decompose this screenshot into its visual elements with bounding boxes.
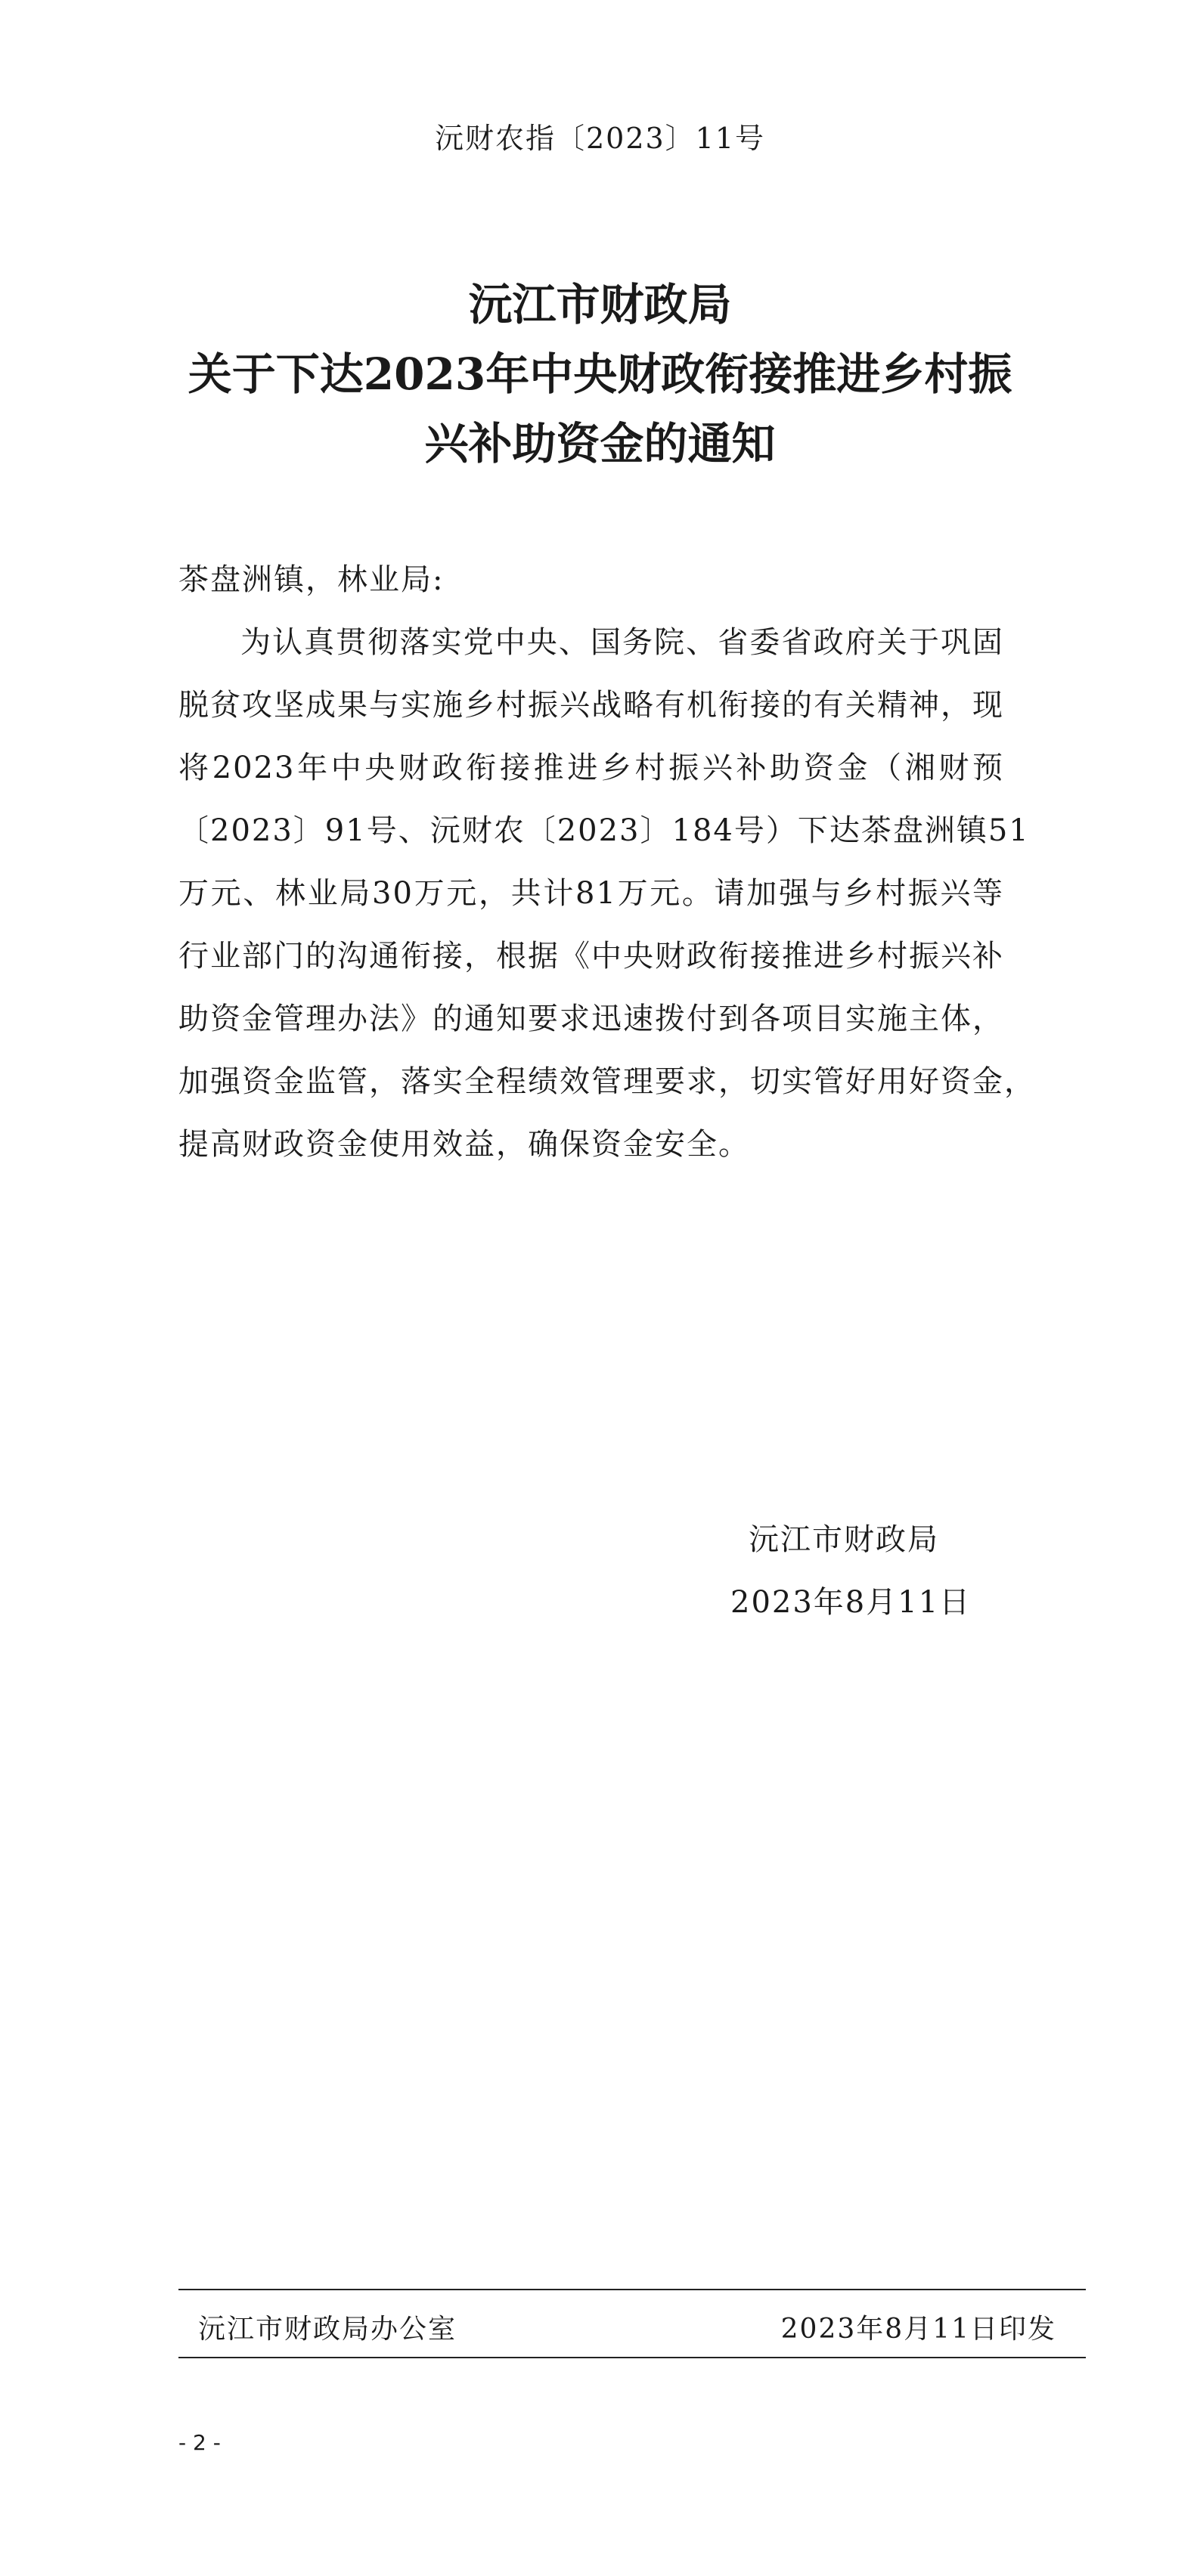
addressee: 茶盘洲镇，林业局: <box>178 562 445 597</box>
document-title-line-1: 沅江市财政局 <box>468 279 732 330</box>
document-title-line-3: 兴补助资金的通知 <box>424 418 776 469</box>
signature-issuer: 沅江市财政局 <box>749 1522 939 1557</box>
body-line: 助资金管理办法》的通知要求迅速拨付到各项目实施主体， <box>178 1002 1004 1036</box>
body-line: 万元、林业局30万元，共计81万元。请加强与乡村振兴等 <box>178 876 1004 911</box>
body-line: 〔2023〕91号、沅财农〔2023〕184号）下达茶盘洲镇51 <box>178 813 1030 848</box>
body-line: 将2023年中央财政衔接推进乡村振兴补助资金（湘财预 <box>178 751 1004 785</box>
signature-date: 2023年8月11日 <box>730 1585 972 1620</box>
body-line: 加强资金监管，落实全程绩效管理要求，切实管好用好资金， <box>178 1064 1036 1099</box>
body-line: 提高财政资金使用效益，确保资金安全。 <box>178 1127 750 1162</box>
document-number: 沅财农指〔2023〕11号 <box>434 122 766 155</box>
page-number: - 2 - <box>178 2430 221 2455</box>
body-line: 脱贫攻坚成果与实施乡村振兴战略有机衔接的有关精神，现 <box>178 688 1004 723</box>
footer-bottom-rule <box>178 2357 1086 2358</box>
body-line: 为认真贯彻落实党中央、国务院、省委省政府关于巩固 <box>240 625 1004 660</box>
document-title-line-2: 关于下达2023年中央财政衔接推进乡村振 <box>188 348 1012 400</box>
footer-print-date: 2023年8月11日印发 <box>780 2314 1056 2345</box>
footer-top-rule <box>178 2289 1086 2290</box>
footer-issuing-office: 沅江市财政局办公室 <box>198 2314 457 2345</box>
body-line: 行业部门的沟通衔接，根据《中央财政衔接推进乡村振兴补 <box>178 939 1004 974</box>
